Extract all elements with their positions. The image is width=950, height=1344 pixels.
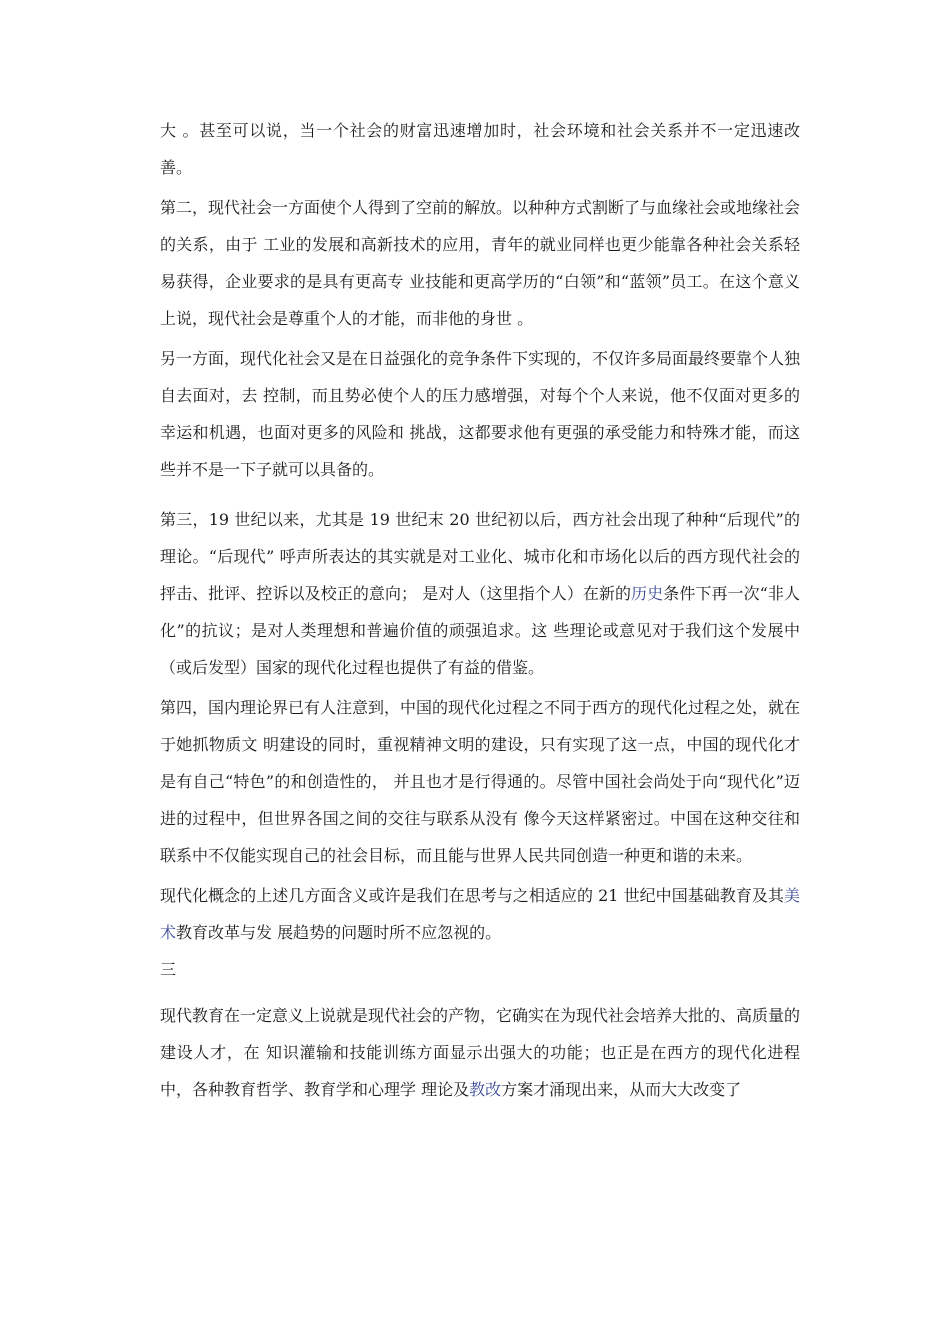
paragraph-summary bbox=[160, 877, 800, 951]
paragraph-third-text-after: 条件下再一次“非人化”的抗议；是对人类理想和普遍价值的顽强追求。这 些理论或意见对于我们这个发展中（或后发型）国家的现代化过程也提供了有益的借鉴。 bbox=[160, 584, 800, 677]
paragraph-summary-after: 教育改革与发 展趋势的问题时所不应忽视的。 bbox=[176, 923, 502, 942]
paragraph-summary-before: 现代化概念的上述几方面含义或许是我们在思考与之相适应的 21 世纪中国基础教育及其 bbox=[160, 886, 784, 905]
paragraph-modern-education bbox=[160, 997, 800, 1108]
section-heading-three: 三 bbox=[160, 960, 177, 979]
paragraph-third-point bbox=[160, 501, 800, 686]
paragraph-education-before: 现代教育在一定意义上说就是现代社会的产物，它确实在为现代社会培养大批的、高质量的建设人才，在 知识灌输和技能训练方面显示出强大的功能；也正是在西方的现代化进程中，各种教育哲学、教育学和心理学 理论及 bbox=[160, 1006, 801, 1099]
link-art[interactable]: 美术 bbox=[160, 886, 800, 942]
link-history[interactable]: 历史 bbox=[631, 584, 664, 603]
paragraph-second-point: 第二，现代社会一方面使个人得到了空前的解放。以种种方式割断了与血缘社会或地缘社会的关系，由于 工业的发展和高新技术的应用，青年的就业同样也更少能靠各种社会关系轻易获得，企业要求的是具有更高专 业技能和更高学历的“白领”和“蓝领”员工。在这个意义上说，现代社会是尊重个人的才能，而非他的身世 。 bbox=[160, 198, 801, 328]
link-education-reform[interactable]: 教改 bbox=[469, 1080, 502, 1099]
paragraph-education-after: 方案才涌现出来，从而大大改变了 bbox=[501, 1080, 742, 1099]
paragraph-continuation: 大 。甚至可以说，当一个社会的财富迅速增加时，社会环境和社会关系并不一定迅速改善。 bbox=[160, 121, 800, 177]
document-page bbox=[160, 112, 800, 1108]
paragraph-competition: 另一方面，现代化社会又是在日益强化的竞争条件下实现的，不仅许多局面最终要靠个人独自去面对，去 控制，而且势必使个人的压力感增强，对每个个人来说，他不仅面对更多的幸运和机遇，也面对更多的风险和 挑战，这都要求他有更强的承受能力和特殊才能，而这些并不是一下子就可以具备的。 bbox=[160, 349, 801, 479]
paragraph-third-text-before: 第三，19 世纪以来，尤其是 19 世纪末 20 世纪初以后，西方社会出现了种种“后现代”的理论。“后现代” 呼声所表达的其实就是对工业化、城市化和市场化以后的西方现代社会的抨击、批评、控诉以及校正的意向； 是对人（这里指个人）在新的 bbox=[160, 510, 800, 603]
paragraph-fourth-point: 第四，国内理论界已有人注意到，中国的现代化过程之不同于西方的现代化过程之处，就在于她抓物质文 明建设的同时，重视精神文明的建设，只有实现了这一点，中国的现代化才是有自己“特色”的和创造性的， 并且也才是行得通的。尽管中国社会尚处于向“现代化”迈进的过程中，但世界各国之间的交往与联系从没有 像今天这样紧密过。中国在这种交往和联系中不仅能实现自己的社会目标，而且能与世界人民共同创造一种更和谐的未来。 bbox=[160, 698, 801, 865]
